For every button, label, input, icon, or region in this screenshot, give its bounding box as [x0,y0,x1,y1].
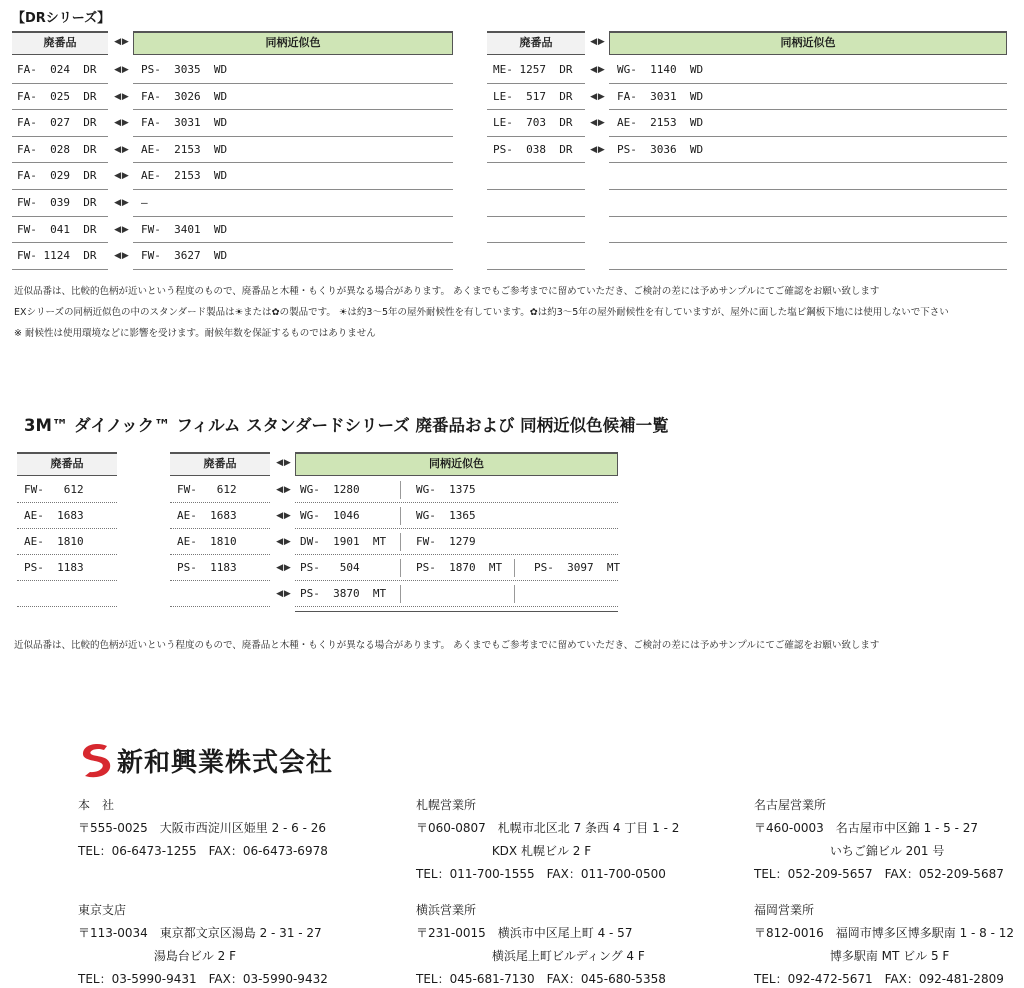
office-name: 札幌営業所 [416,798,477,812]
table-cell-old: FA- 025 DR [12,84,108,111]
row-arrow: ◀ ▶ [590,91,604,102]
std-cand-1: WG- 1046 [300,509,360,522]
table-cell-new: FA- 3026 WD [133,84,453,111]
row-arrow: ◀ ▶ [114,171,128,182]
table-cell-new: PS- 3036 WD [609,137,1007,164]
table-cell-old: FA- 024 DR [12,57,108,84]
table-cell-new: FW- 3401 WD [133,217,453,244]
table-cell-old: FW- 039 DR [12,190,108,217]
office-line: KDX 札幌ビル 2 F [416,844,592,858]
company-logo-icon [76,740,116,780]
table-cell-old: FW- 1124 DR [12,243,108,270]
table-cell-old [487,243,585,270]
office-line: TEL：03-5990-9431 FAX：03-5990-9432 [78,972,328,986]
std-mid-header: 廃番品 [170,452,270,476]
std-cand-1: WG- 1280 [300,483,360,496]
std-cand-1: DW- 1901 MT [300,535,387,548]
office-line: TEL：011-700-1555 FAX：011-700-0500 [416,867,666,881]
table-cell-old: FW- 041 DR [12,217,108,244]
table-cell-new: AE- 2153 WD [133,163,453,190]
table-cell-old: FA- 028 DR [12,137,108,164]
office-line: 博多駅南 MT ビル 5 F [754,949,950,963]
office-name: 福岡営業所 [754,903,815,917]
row-arrow: ◀ ▶ [276,537,290,547]
std-left-cell: PS- 1183 [17,555,117,581]
table-cell-old [487,217,585,244]
table-cell-new [609,217,1007,244]
std-cand-1: PS- 504 [300,561,360,574]
std-col-divider [400,481,401,499]
std-left-cell: AE- 1683 [17,503,117,529]
row-arrow: ◀ ▶ [276,511,290,521]
table-cell-new [609,243,1007,270]
table-cell-old: FA- 029 DR [12,163,108,190]
std-cand-2: PS- 1870 MT [416,561,503,574]
office-line: 〒555-0025 大阪市西淀川区姫里 2 - 6 - 26 [78,821,327,835]
std-old-cell [170,581,270,607]
table-cell-old: ME- 1257 DR [487,57,585,84]
table-cell-old: LE- 703 DR [487,110,585,137]
std-old-cell: FW- 612 [170,477,270,503]
row-arrow: ◀ ▶ [276,589,290,599]
office-name: 本 社 [78,798,115,812]
table-cell-new: — [133,190,453,217]
std-old-cell: PS- 1183 [170,555,270,581]
dr-right-header-old: 廃番品 [487,31,585,55]
office-name: 横浜営業所 [416,903,477,917]
dr-note-2: EXシリーズの同柄近似色の中のスタンダード製品は☀または✿の製品です。 ☀は約3～5年の屋外耐候性を有しています。✿は約3～5年の屋外耐候性を有していますが、屋外に面した塩ビ鋼板下地には使用しないで下さい [14,307,949,318]
row-arrow: ◀ ▶ [114,118,128,129]
row-arrow: ◀ ▶ [590,65,604,75]
std-left-cell [17,581,117,607]
office-line: TEL：092-472-5671 FAX：092-481-2809 [754,972,1004,986]
std-left-cell: AE- 1810 [17,529,117,555]
table-cell-old: PS- 038 DR [487,137,585,164]
std-cand-3: PS- 3097 MT [534,561,621,574]
std-cand-1: PS- 3870 MT [300,587,387,600]
table-cell-old [487,190,585,217]
row-arrow: ◀ ▶ [114,251,128,262]
table-cell-new [609,190,1007,217]
table-cell-old: FA- 027 DR [12,110,108,137]
table-cell-new [609,163,1007,190]
office-line: 〒060-0807 札幌市北区北 7 条西 4 丁目 1 - 2 [416,821,680,835]
row-arrow: ◀ ▶ [590,144,604,155]
row-arrow: ◀ ▶ [114,65,128,75]
table-cell-new: WG- 1140 WD [609,57,1007,84]
std-old-cell: AE- 1810 [170,529,270,555]
office-line: いちご錦ビル 201 号 [754,844,945,858]
row-arrow: ◀ ▶ [114,224,128,235]
std-left-header: 廃番品 [17,452,117,476]
dr-left-header-old: 廃番品 [12,31,108,55]
office-line: TEL：045-681-7130 FAX：045-680-5358 [416,972,666,986]
table-cell-new: FA- 3031 WD [609,84,1007,111]
std-table-bottom-rule [295,611,618,612]
std-col-divider [400,507,401,525]
row-arrow: ◀ ▶ [114,198,128,208]
table-cell-old: LE- 517 DR [487,84,585,111]
office-line: 横浜尾上町ビルディング 4 F [416,949,645,963]
office-name: 東京支店 [78,903,127,917]
office-line: 〒812-0016 福岡市博多区博多駅南 1 - 8 - 12 [754,926,1015,940]
dr-section-title: 【DRシリーズ】 [12,11,111,26]
row-arrow: ◀ ▶ [276,485,290,495]
office-line: 〒231-0015 横浜市中区尾上町 4 - 57 [416,926,633,940]
office-line: TEL：06-6473-1255 FAX：06-6473-6978 [78,844,328,858]
table-cell-new: AE- 2153 WD [133,137,453,164]
std-col-divider [514,585,515,603]
std-section-title: 3M™ ダイノック™ フィルム スタンダードシリーズ 廃番品および 同柄近似色候補一覧 [24,416,669,435]
std-cand-2: WG- 1365 [416,509,476,522]
table-cell-old [487,163,585,190]
row-arrow: ◀ ▶ [114,144,128,155]
dr-left-header-new: 同柄近似色 [133,31,453,55]
std-old-cell: AE- 1683 [170,503,270,529]
std-right-header: 同柄近似色 [295,452,618,476]
std-col-divider [514,559,515,577]
office-name: 名古屋営業所 [754,798,827,812]
row-arrow: ◀ ▶ [114,91,128,102]
row-arrow: ◀ ▶ [276,563,290,573]
std-col-divider [400,585,401,603]
dr-right-header-new: 同柄近似色 [609,31,1007,55]
std-cand-2: WG- 1375 [416,483,476,496]
company-name: 新和興業株式会社 [117,748,334,778]
std-col-divider [400,533,401,551]
office-line: 〒460-0003 名古屋市中区錦 1 - 5 - 27 [754,821,979,835]
std-cand-2: FW- 1279 [416,535,476,548]
table-cell-new: FW- 3627 WD [133,243,453,270]
office-line: 湯島台ビル 2 F [78,949,236,963]
dr-left-header-arrow: ◀ ▶ [114,37,128,47]
std-col-divider [400,559,401,577]
table-cell-new: FA- 3031 WD [133,110,453,137]
std-left-cell: FW- 612 [17,477,117,503]
dr-right-header-arrow: ◀ ▶ [590,37,604,47]
std-note: 近似品番は、比較的色柄が近いという程度のもので、廃番品と木種・もくりが異なる場合があります。 あくまでもご参考までに留めていただき、ご検討の差には予めサンプルにてご確認をお願い致します [14,640,880,651]
table-cell-new: AE- 2153 WD [609,110,1007,137]
office-line: TEL：052-209-5657 FAX：052-209-5687 [754,867,1004,881]
std-header-arrow: ◀ ▶ [276,458,290,468]
row-arrow: ◀ ▶ [590,118,604,129]
dr-note-3: ※ 耐候性は使用環境などに影響を受けます。耐候年数を保証するものではありません [14,328,376,339]
office-line: 〒113-0034 東京都文京区湯島 2 - 31 - 27 [78,926,322,940]
table-cell-new: PS- 3035 WD [133,57,453,84]
dr-note-1: 近似品番は、比較的色柄が近いという程度のもので、廃番品と木種・もくりが異なる場合があります。 あくまでもご参考までに留めていただき、ご検討の差には予めサンプルにてご確認をお願い致します [14,286,880,297]
